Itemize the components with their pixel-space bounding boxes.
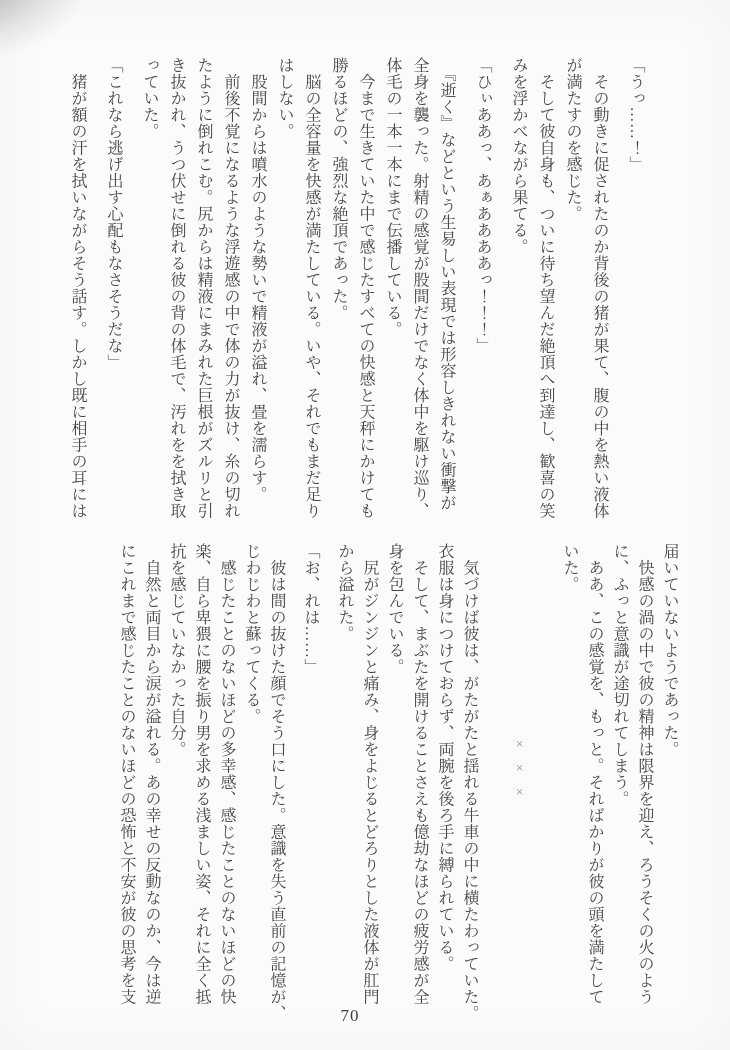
text-column: 気づけば彼は、がたがたと揺れる牛車の中に横たわっていた。 bbox=[461, 543, 478, 1022]
text-column: にこれまで感じたことのないほどの恐怖と不安が彼の思考を支 bbox=[118, 543, 135, 1005]
text-column: たように倒れこむ。尻からは精液にまみれた巨根がズルリと引 bbox=[195, 57, 212, 519]
text-column: 「うっ……！」 bbox=[627, 57, 644, 173]
text-column: いた。 bbox=[561, 543, 578, 593]
text-column: 体毛の一本一本にまで伝播している。 bbox=[384, 57, 401, 338]
page-number: 70 bbox=[340, 1006, 360, 1025]
text-column: 彼は間の抜けた顔でそう口にした。意識を失う直前の記憶が、 bbox=[268, 543, 285, 1022]
text-column: 「これなら逃げ出す心配もなさそうだな」 bbox=[105, 57, 122, 371]
text-column: 身を包んでいる。 bbox=[386, 543, 403, 675]
text-column: 前後不覚になるような浮遊感の中で体の力が抜け、糸の切れ bbox=[222, 57, 239, 519]
text-column: 快感の渦の中で彼の精神は限界を迎え、ろうそくの火のよう bbox=[636, 543, 653, 1005]
text-column: そして、まぶたを開けることさえも億劫なほどの疲労感が全 bbox=[411, 543, 428, 1005]
text-column: 勝るほどの、強烈な絶頂であった。 bbox=[330, 57, 347, 321]
text-column: 『逝く』などという生易しい表現では形容しきれない衝撃が bbox=[438, 57, 455, 511]
text-column: 「お、れは……」 bbox=[302, 543, 319, 675]
empty-column bbox=[482, 543, 507, 1001]
text-column: 楽、自ら卑猥に腰を振り男を求める浅ましい姿、それに全く抵 bbox=[193, 543, 210, 1005]
text-column: き抜かれ、うつ伏せに倒れる彼の背の体毛で、汚れをを拭き取 bbox=[168, 57, 185, 519]
text-column: ああ、この感覚を、もっと。そればかりが彼の頭を満たして bbox=[586, 543, 603, 1005]
text-column: が満たすのを感じた。 bbox=[564, 57, 581, 222]
text-column: 今まで生きていた中で感じたすべての快感と天秤にかけても bbox=[357, 57, 374, 519]
text-column: みを浮かべながら果てる。 bbox=[510, 57, 527, 255]
text-block-top bbox=[64, 57, 658, 519]
text-column: 脳の全容量を快感が満たしている。いや、それでもまだ足り bbox=[303, 57, 320, 519]
text-column: に、ふっと意識が途切れてしまう。 bbox=[611, 543, 628, 807]
empty-column bbox=[532, 543, 557, 1001]
text-column: 全身を襲った。射精の感覚が股間だけでなく体中を駆け巡り、 bbox=[411, 57, 428, 519]
text-column: 抗を感じていなかった自分。 bbox=[168, 543, 185, 758]
text-column: 尻がジンジンと痛み、身をよじるとどろりとした液体が肛門 bbox=[361, 543, 378, 1005]
text-column: そして彼自身も、ついに待ち望んだ絶頂へ到達し、歓喜の笑 bbox=[537, 57, 554, 519]
text-column: 衣服は身につけておらず、両腕を後ろ手に縛られている。 bbox=[436, 543, 453, 972]
scene-break-marker: ××× bbox=[512, 736, 527, 808]
text-column: 届いていないようであった。 bbox=[661, 543, 678, 758]
text-column: その動きに促されたのか背後の猪が果て、腹の中を熱い液体 bbox=[591, 57, 608, 519]
text-column: から溢れた。 bbox=[336, 543, 353, 642]
text-column: 自然と両目から涙が溢れる。あの幸せの反動なのか、今は逆 bbox=[143, 543, 160, 1005]
text-column: じわじわと蘇ってくる。 bbox=[243, 543, 260, 725]
text-column: 感じたことのないほどの多幸感、感じたことのないほどの快 bbox=[218, 543, 235, 1005]
text-column: 「ひぃああっ、あぁああああっ！！！」 bbox=[474, 57, 491, 354]
text-column: はしない。 bbox=[276, 57, 293, 140]
text-column: っていた。 bbox=[141, 57, 158, 140]
text-column: 股間からは噴水のような勢いで精液が溢れ、畳を濡らす。 bbox=[249, 57, 266, 503]
text-column: 猪が額の汗を拭いながらそう話す。しかし既に相手の耳には bbox=[69, 57, 86, 519]
